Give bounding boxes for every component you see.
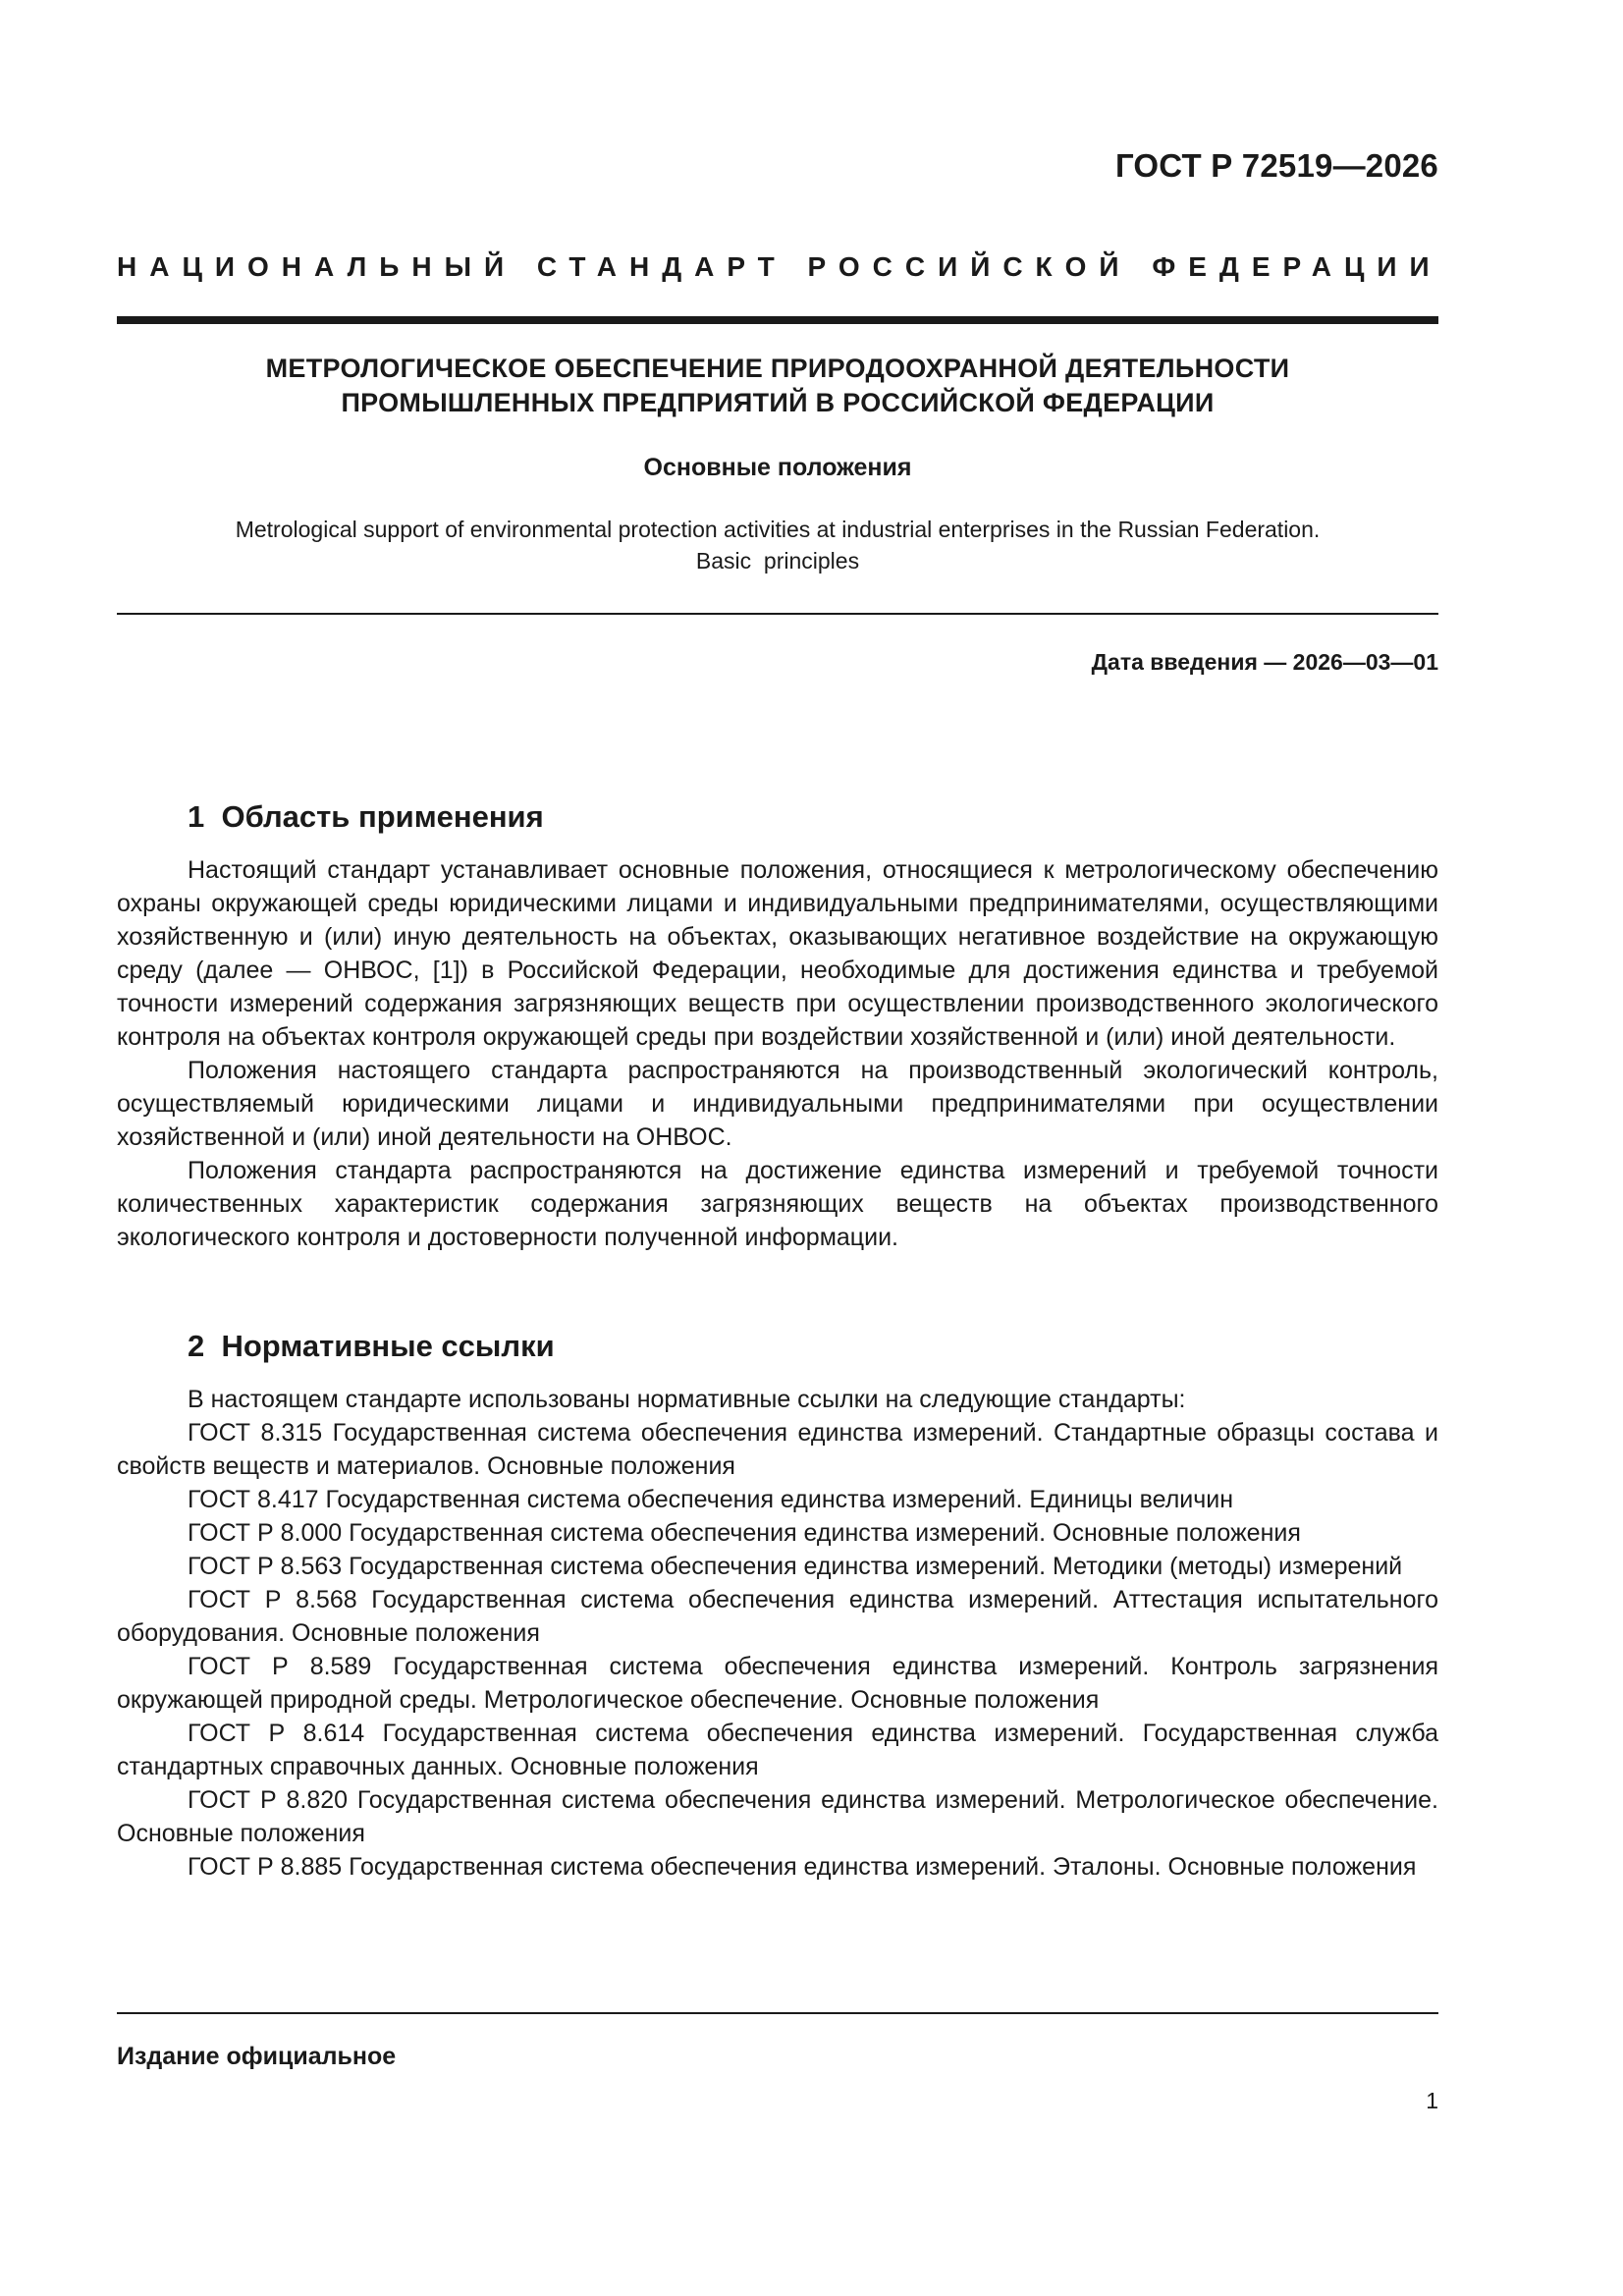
footer-divider [117, 2012, 1438, 2014]
document-subtitle: Основные положения [643, 454, 912, 481]
document-title [117, 352, 1438, 420]
title-line-2: ПРОМЫШЛЕННЫХ ПРЕДПРИЯТИЙ В РОССИЙСКОЙ ФЕДЕРАЦИИ [341, 388, 1215, 417]
page-number: 1 [1426, 2088, 1438, 2113]
reference-item: ГОСТ Р 8.000 Государственная система обеспечения единства измерений. Основные положения [188, 1519, 1301, 1547]
section-2-heading: 2 Нормативные ссылки [188, 1329, 555, 1363]
section-2-body [117, 1383, 1438, 1884]
paragraph: Положения настоящего стандарта распространяются на производственный экологический контроль, осуществляемый юридическими лицами и индивидуальными предпринимателями при осуществлении хозяйственной и (или) иной деятельности на ОНВОС. [117, 1057, 1438, 1151]
english-title [117, 514, 1438, 576]
paragraph: Настоящий стандарт устанавливает основные положения, относящиеся к метрологическому обеспечению охраны окружающей среды юридическими лицами и индивидуальными предпринимателями, осуществляющими хозяйственную и (или) иную деятельность на объектах, оказывающих негативное воздействие на окружающую среду (далее — ОНВОС, [1]) в Российской Федерации, необходимые для достижения единства и требуемой точности измерений содержания загрязняющих веществ при осуществлении производственного экологического контроля на объектах контроля окружающей среды при воздействии хозяйственной и (или) иной деятельности. [117, 856, 1438, 1051]
reference-item: ГОСТ Р 8.885 Государственная система обеспечения единства измерений. Эталоны. Основные положения [188, 1853, 1417, 1881]
section-1-body [117, 853, 1438, 1254]
reference-item: ГОСТ Р 8.589 Государственная система обеспечения единства измерений. Контроль загрязнения окружающей природной среды. Метрологическое обеспечение. Основные положения [117, 1653, 1438, 1714]
document-page [117, 0, 1442, 2296]
paragraph: В настоящем стандарте использованы нормативные ссылки на следующие стандарты: [188, 1386, 1186, 1413]
standard-number: ГОСТ Р 72519—2026 [1114, 147, 1438, 184]
national-standard-banner: НАЦИОНАЛЬНЫЙ СТАНДАРТ РОССИЙСКОЙ ФЕДЕРАЦИИ [117, 251, 1442, 282]
english-title-line-1: Metrological support of environmental protection activities at industrial enterprises in the Russian Federation. [235, 517, 1321, 542]
english-title-line-2: Basic principles [695, 548, 860, 574]
reference-item: ГОСТ Р 8.614 Государственная система обеспечения единства измерений. Государственная служба стандартных справочных данных. Основные положения [117, 1720, 1438, 1780]
reference-item: ГОСТ 8.417 Государственная система обеспечения единства измерений. Единицы величин [188, 1486, 1234, 1513]
section-1-heading: 1 Область применения [188, 799, 544, 834]
official-edition-label: Издание официальное [117, 2043, 397, 2070]
title-line-1: МЕТРОЛОГИЧЕСКОЕ ОБЕСПЕЧЕНИЕ ПРИРОДООХРАННОЙ ДЕЯТЕЛЬНОСТИ [265, 354, 1290, 383]
title-divider [117, 613, 1438, 615]
reference-item: ГОСТ Р 8.820 Государственная система обеспечения единства измерений. Метрологическое обеспечение. Основные положения [117, 1786, 1438, 1847]
paragraph: Положения стандарта распространяются на достижение единства измерений и требуемой точности количественных характеристик содержания загрязняющих веществ на объектах производственного экологического контроля и достоверности полученной информации. [117, 1157, 1438, 1251]
reference-item: ГОСТ 8.315 Государственная система обеспечения единства измерений. Стандартные образцы состава и свойств веществ и материалов. Основные положения [117, 1419, 1438, 1480]
header-thick-rule [117, 316, 1438, 324]
introduction-date: Дата введения — 2026—03—01 [1091, 649, 1438, 675]
reference-item: ГОСТ Р 8.563 Государственная система обеспечения единства измерений. Методики (методы) измерений [188, 1553, 1403, 1580]
reference-item: ГОСТ Р 8.568 Государственная система обеспечения единства измерений. Аттестация испытательного оборудования. Основные положения [117, 1586, 1438, 1647]
